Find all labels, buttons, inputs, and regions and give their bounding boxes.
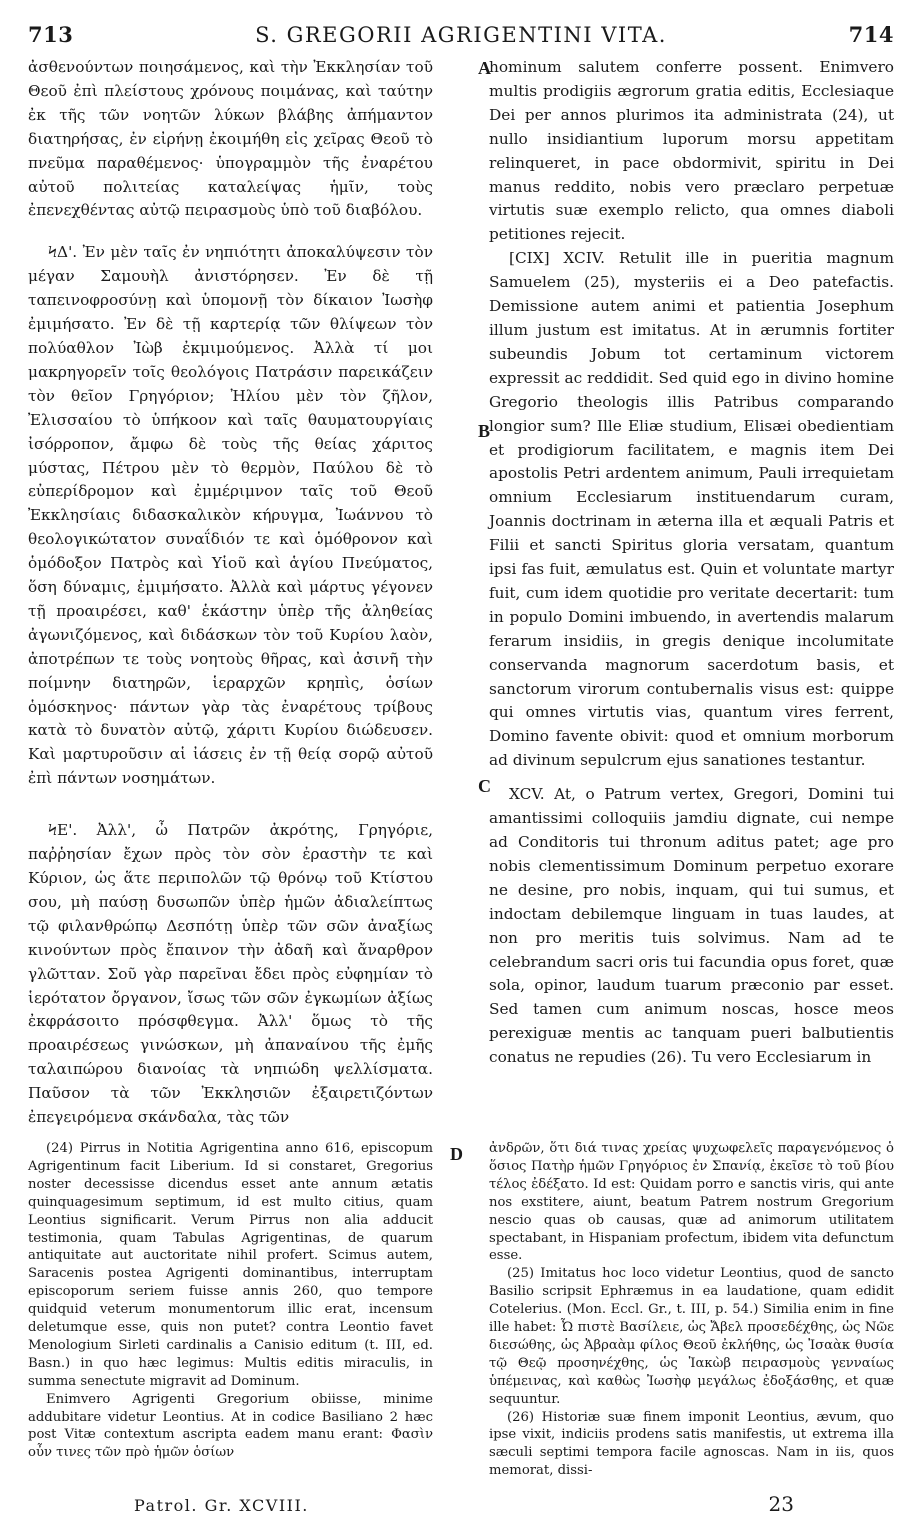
greek-paragraph: ϞΔ'. Ἐν μὲν ταῖς ἐν νηπιότητι ἀποκαλύψεσιν τὸν μέγαν Σαμουὴλ ἀνιστόρησεν. Ἐν δὲ τῇ ταπεινοφροσύνῃ καὶ ὑπομονῇ τὸν δίκαιον Ἰωσὴφ ἐμιμήσατο. Ἐν δὲ τῇ καρτερίᾳ τῶν θλίψεων τὸν πολύαθλον Ἰὼβ ἐκμιμούμενος. Ἀλλὰ τί μοι μακρηγορεῖν τοῖς θεολόγοις Πατράσιν παρεικάζειν τὸν θεῖον Γρηγόριον; Ἠλίου μὲν τὸν ζῆλον, Ἐλισσαίου τὸ ὑπήκοον καὶ ταῖς θαυματουργίαις ἰσόρροπον, ἄμφω δὲ τοὺς τῆς θείας χάριτος μύστας, Πέτρου μὲν τὸ θερμὸν, Παύλου δὲ τὸ εὐπερίδρομον καὶ ἐμμέριμνον ταῖς τοῦ Θεοῦ Ἐκκλησίαις διδασκαλικὸν κήρυγμα, Ἰωάννου τὸ θεολογικώτατον συναΐδιόν τε καὶ ὁμόθρονον καὶ ὁμόδοξον Πατρὸς καὶ Υἱοῦ καὶ ἁγίου Πνεύματος, ὅση δύναμις, ἐμιμήσατο. Ἀλλὰ καὶ μάρτυς γέγονεν τῇ προαιρέσει, καθ' ἑκάστην ὑπὲρ τῆς ἀληθείας ἀγωνιζόμενος, καὶ διδάσκων τὸν τοῦ Κυρίου λαὸν, ἀποτρέπων τε τοὺς νοητοὺς θῆρας, καὶ ἀσινῆ τὴν ποίμνην διατηρῶν, ἱεραρχῶν κρηπὶς, ὁσίων ὁμόσκηνος· πάντων γὰρ τὰς ἐναρέτους τρίβους κατὰ τὸ δυνατὸν αὐτῷ, χάριτι Κυρίου διώδευσεν. Καὶ μαρτυροῦσιν αἱ ἰάσεις ἐν τῇ θείᾳ σορῷ αὐτοῦ ἐπὶ πάντων νοσημάτων. bbox=[28, 243, 433, 788]
page-footer bbox=[28, 1492, 894, 1516]
footnotes bbox=[28, 1140, 894, 1480]
margin-marker-a: A bbox=[478, 58, 491, 78]
page-title: S. GREGORII AGRIGENTINI VITA. bbox=[255, 23, 667, 47]
margin-marker-c: C bbox=[478, 776, 491, 796]
greek-column bbox=[28, 56, 433, 1130]
running-head bbox=[28, 22, 894, 56]
page-number-left: 713 bbox=[28, 22, 74, 47]
footnote-paragraph: Enimvero Agrigenti Gregorium obiisse, minime addubitare videtur Leontius. At in codice Basiliano 2 hæc post Vitæ contextum ascripta eadem manu erant: Φασὶν οὖν τινες τῶν πρὸ ἡμῶν ὁσίων bbox=[28, 1391, 433, 1461]
latin-column bbox=[489, 56, 894, 1130]
margin-marker-b: B bbox=[478, 421, 491, 441]
sheet-number: 23 bbox=[768, 1492, 794, 1516]
footnotes-right bbox=[489, 1140, 894, 1480]
footnote-paragraph: (24) Pirrus in Notitia Agrigentina anno 616, episcopum Agrigentinum facit Liberium. Id si constaret, Gregorius noster decessisse dicendus esset ante annum ætatis quinquagesimum septimum, id est multo citius, quam Leontius significarit. Verum Pirrus non alia adducit testimonia, quam Tabulas Agrigentinas, de quarum antiquitate aut auctoritate nihil profert. Scimus autem, Saracenis postea Agrigenti dominantibus, interruptam episcoporum seriem fuisse annis 260, quo tempore quidquid veterum monumentorum illic erat, incensum deletumque esse, quis non putet? contra Leontio favet Menologium Sirleti cardinalis a Canisio editum (t. III, ed. Basn.) in quo hæc legimus: Multis editis miraculis, in summa senectute migravit ad Dominum. bbox=[28, 1140, 433, 1389]
latin-paragraph: XCV. At, o Patrum vertex, Gregori, Domini tui amantissimi colloquiis jamdiu dignate, cui nempe ad Conditoris tui thronum aditus patet; age pro nobis clementissimum Dominum perpetuo exorare ne desine, pro nobis, inquam, qui tui sumus, et indoctam debilemque linguam in tuas laudes, at non pro meritis tuis solvimus. Nam ad te celebrandum sacri oris tui facundia opus foret, quæ sola, opinor, laudum tuarum præconio par esset. Sed tamen cum animum noscas, hosce meos perexiguæ mentis ac tanquam pueri balbutientis conatus ne repudies (26). Tu vero Ecclesiarum in bbox=[489, 785, 894, 1067]
footnote-paragraph: ἀνδρῶν, ὅτι διά τινας χρείας ψυχωφελεῖς παραγενόμενος ὁ ὅσιος Πατὴρ ἡμῶν Γρηγόριος ἐν Σπανίᾳ, ἐκεῖσε τὸ τοῦ βίου τέλος ἐδέξατο. Id est: Quidam porro e sanctis viris, qui ante nos exstitere, aiunt, beatum Patrem nostrum Gregorium nescio quas ob causas, quæ ad animorum utilitatem spectabant, in Hispaniam profectum, ibidem vita defunctum esse. bbox=[489, 1140, 894, 1264]
greek-paragraph: ἀσθενούντων ποιησάμενος, καὶ τὴν Ἐκκλησίαν τοῦ Θεοῦ ἐπὶ πλείστους χρόνους ποιμάνας, καὶ ταύτην ἐκ τῆς τῶν νοητῶν λύκων βλάβης ἀπήμαντον διατηρήσας, ἐν εἰρήνῃ ἐκοιμήθη εἰς χεῖρας Θεοῦ τὸ πνεῦμα παραθέμενος· ὑπογραμμὸν τῆς ἐναρέτου αὐτοῦ πολιτείας καταλείψας ἡμῖν, τοὺς ἐπενεχθέντας αὐτῷ πειρασμοὺς ὑπὸ τοῦ διαβόλου. bbox=[28, 58, 433, 220]
footnote-paragraph: (26) Historiæ suæ finem imponit Leontius, ævum, quo ipse vixit, indiciis prodens satis manifestis, ut extrema illa sæculi septimi tempora facile agnoscas. Nam in iis, quos memorat, dissi- bbox=[489, 1409, 894, 1479]
footnote-paragraph: (25) Imitatus hoc loco videtur Leontius, quod de sancto Basilio scripsit Ephræmus in ea laudatione, quam edidit Cotelerius. (Mon. Eccl. Gr., t. III, p. 54.) Similia enim in fine ille habet: Ὦ πιστὲ Βασίλειε, ὡς Ἄβελ προσεδέχθης, ὡς Νῶε διεσώθης, ὡς Ἀβραὰμ φίλος Θεοῦ ἐκλήθης, ὡς Ἰσαὰκ θυσία τῷ Θεῷ προσηνέχθης, ὡς Ἰακὼβ πειρασμοὺς γενναίως ὑπέμεινας, καὶ καθὼς Ἰωσὴφ μεγάλως ἐδοξάσθης, et quæ sequuntur. bbox=[489, 1266, 894, 1407]
latin-paragraph: hominum salutem conferre possent. Enimvero multis prodigiis ægrorum gratia editis, Ecclesiaque Dei per annos plurimos ita administrata (24), ut nullo insidiantium luporum morsu appetitam relinqueret, in pace obdormivit, spiritu in Dei manus reddito, nobis vero præclaro perpetuæ virtutis suæ exemplo relicto, qua omnes diaboli petitiones rejecit. bbox=[489, 58, 894, 244]
margin-marker-d: D bbox=[450, 1143, 463, 1164]
page-number-right: 714 bbox=[848, 22, 894, 47]
latin-paragraph: [CIX] XCIV. Retulit ille in pueritia magnum Samuelem (25), mysteriis ei a Deo patefactis. Demissione autem animi et patientia Josephum illum justum est imitatus. At in ærumnis fortiter subeundis Jobum tot certaminum victorem expressit ac reddidit. Sed quid ego in divino homine Gregorio theologis illis Patribus comparando longior sum? Ille Eliæ studium, Elisæi obedientiam et prodigiorum facilitatem, e magnis item Dei apostolis Petri ardentem animum, Pauli irrequietam omnium Ecclesiarum instituendarum curam, Joannis doctrinam in æterna illa et æquali Patris et Filii et sancti Spiritus gloria versatam, quantum ipsi fas fuit, æmulatus est. Quin et voluntate martyr fuit, cum idem quotidie pro veritate decertarit: tum in populo Domini imbuendo, in avertendis malarum ferarum insidiis, in gregis denique incolumitate conservanda magnorum sacerdotum basis, et sanctorum virorum contubernalis visus est: quippe qui omnes virtutis vias, quantum vires ferrent, Domino favente obivit: quod et omnium morborum ad divinum sepulcrum ejus sanationes testantur. bbox=[489, 249, 894, 770]
main-text bbox=[28, 56, 894, 1130]
greek-paragraph: ϞΕ'. Ἀλλ', ὦ Πατρῶν ἀκρότης, Γρηγόριε, παῤῥησίαν ἔχων πρὸς τὸν σὸν ἐραστὴν τε καὶ Κύριον, ὡς ἅτε περιπολῶν τῷ θρόνῳ τοῦ Κτίστου σου, μὴ παύσῃ δυσωπῶν ὑπὲρ ἡμῶν ἀδιαλείπτως τῷ φιλανθρώπῳ Δεσπότῃ ὑπὲρ τῶν σῶν ἀναξίως κινούντων πρὸς ἔπαινον τὴν ἀδαῆ καὶ ἄναρθρον γλῶτταν. Σοῦ γὰρ παρεῖναι ἔδει πρὸς εὐφημίαν τὸ ἱερότατον ὄργανον, ἴσως τῶν σῶν ἐγκωμίων ἀξίως ἐκφράσοιτο πρόσφθεγμα. Ἀλλ' ὅμως τὸ τῆς προαιρέσεως γινώσκων, μὴ ἀπαναίνου τῆς ἐμῆς ταλαιπώρου διανοίας τὰ νηπιώδη ψελλίσματα. Παῦσον τὰ τῶν Ἐκκλησιῶν ἐξαιρετιζόντων ἐπεγειρόμενα σκάνδαλα, τὰς τῶν bbox=[28, 821, 433, 1127]
footnotes-left bbox=[28, 1140, 433, 1480]
signature-mark: Patrol. Gr. XCVIII. bbox=[134, 1496, 309, 1515]
